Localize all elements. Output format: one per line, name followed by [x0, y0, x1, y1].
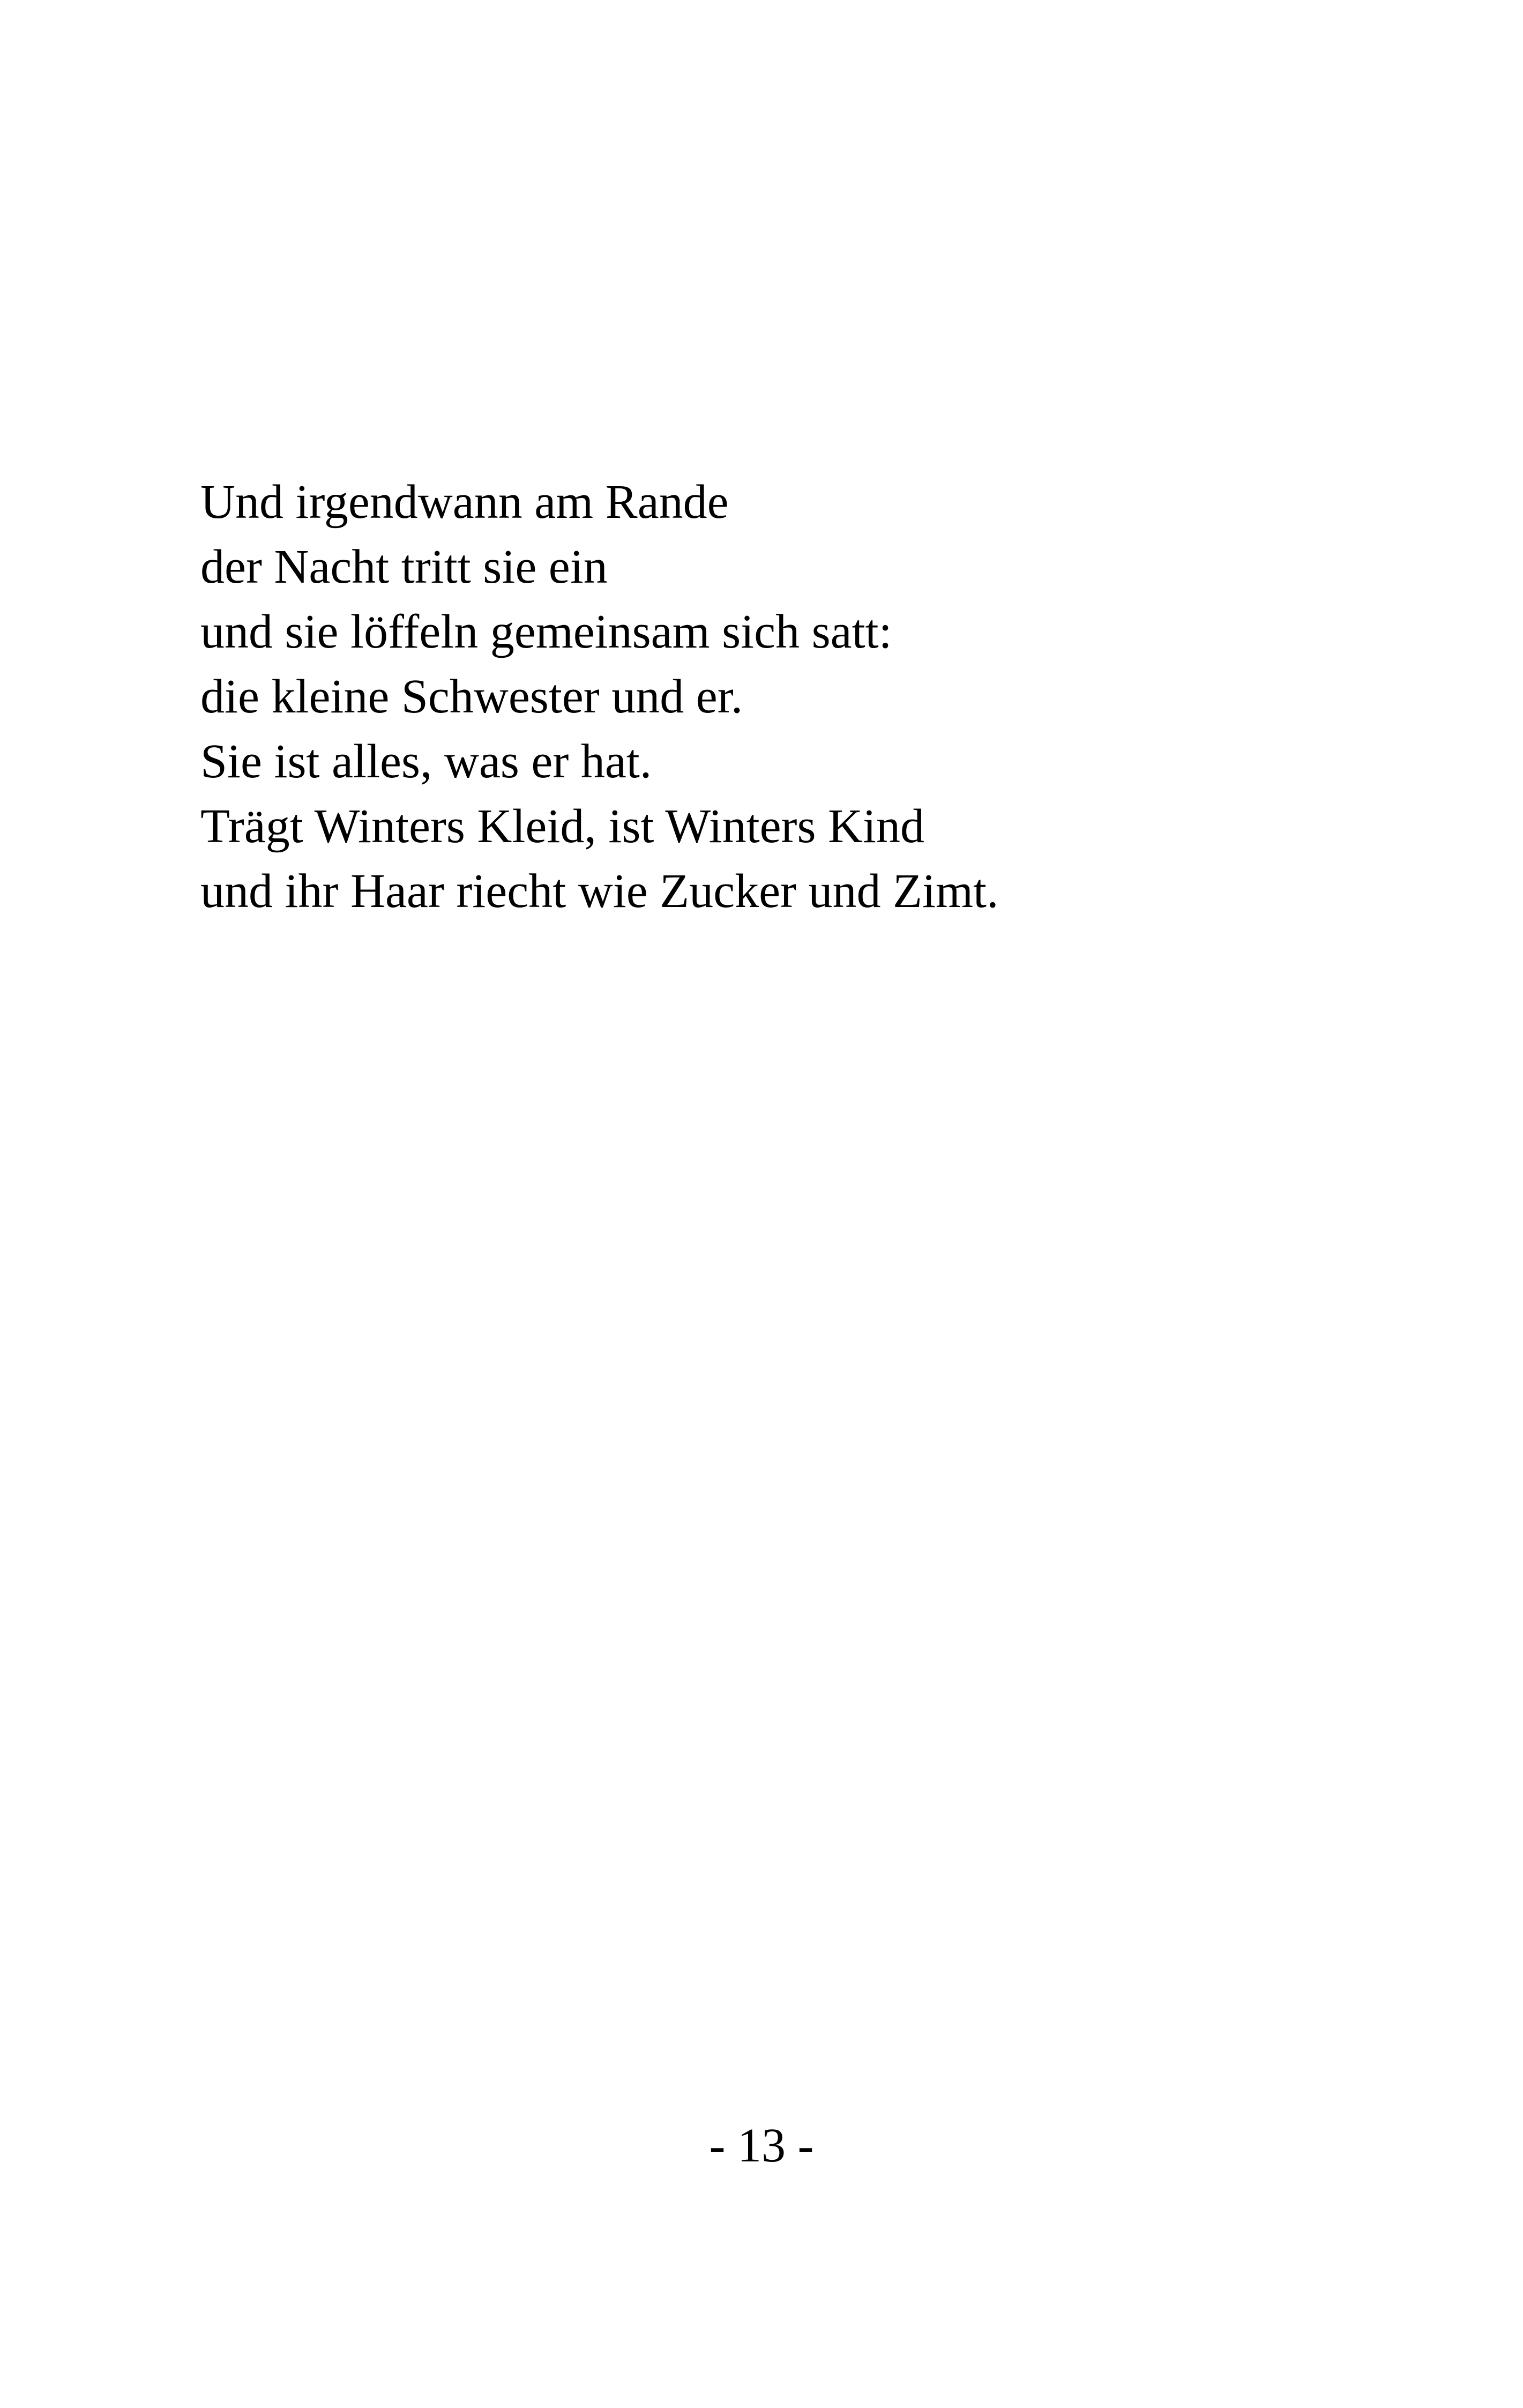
- poem-line: der Nacht tritt sie ein: [200, 540, 608, 593]
- poem-stanza: [200, 470, 1379, 924]
- poem-line: und sie löffeln gemeinsam sich satt:: [200, 605, 892, 658]
- poem-line: die kleine Schwester und er.: [200, 670, 743, 723]
- poem-line: Trägt Winters Kleid, ist Winters Kind: [200, 800, 925, 853]
- poem-line: Und irgendwann am Rande: [200, 475, 729, 529]
- poem-line: Sie ist alles, was er hat.: [200, 735, 652, 788]
- page-number: - 13 -: [709, 2119, 814, 2172]
- poem-line: und ihr Haar riecht wie Zucker und Zimt.: [200, 865, 999, 918]
